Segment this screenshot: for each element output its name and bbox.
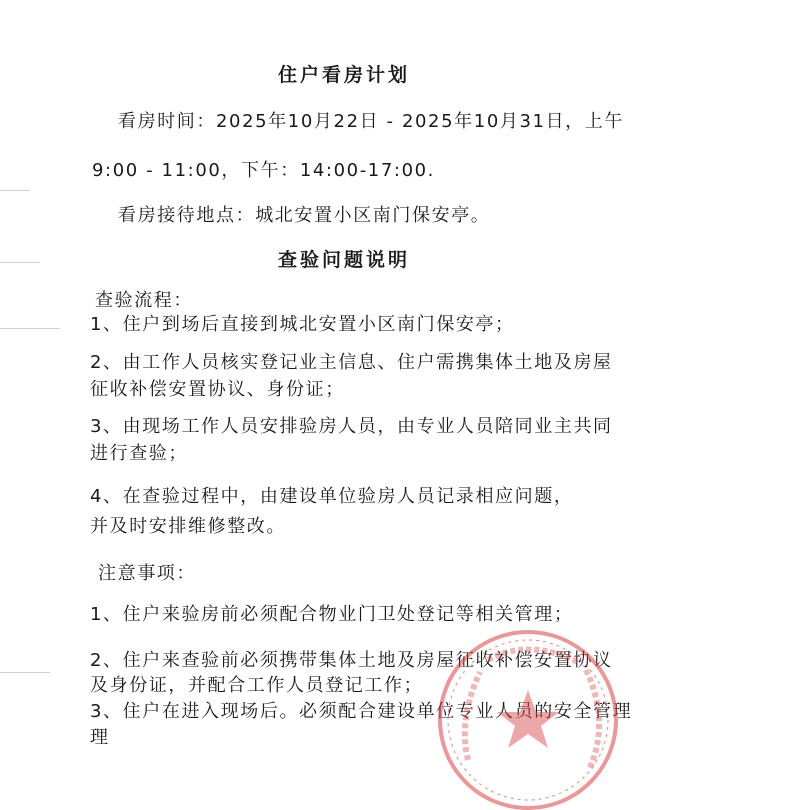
note-1: 1、住户来验房前必须配合物业门卫处登记等相关管理； bbox=[90, 604, 574, 625]
process-step-4: 4、在查验过程中，由建设单位验房人员记录相应问题， bbox=[90, 486, 574, 507]
schedule-line-1: 看房时间：2025年10月22日 - 2025年10月31日，上午 bbox=[118, 111, 624, 132]
process-step-1: 1、住户到场后直接到城北安置小区南门保安亭； bbox=[90, 314, 515, 335]
section-title: 查验问题说明 bbox=[278, 249, 411, 271]
process-step-3-cont: 进行查验； bbox=[90, 443, 188, 464]
scan-artifact bbox=[0, 672, 50, 673]
process-step-3: 3、由现场工作人员安排验房人员，由专业人员陪同业主共同 bbox=[90, 416, 613, 437]
process-step-4-cont: 并及时安排维修整改。 bbox=[90, 516, 286, 537]
note-2-cont: 及身份证，并配合工作人员登记工作； bbox=[90, 675, 424, 696]
process-step-2: 2、由工作人员核实登记业主信息、住户需携集体土地及房屋 bbox=[90, 352, 613, 373]
note-2: 2、住户来查验前必须携带集体土地及房屋征收补偿安置协议 bbox=[90, 650, 613, 671]
scan-artifact bbox=[0, 190, 30, 191]
scan-artifact bbox=[0, 328, 60, 329]
note-3: 3、住户在进入现场后。必须配合建设单位专业人员的安全管理 bbox=[90, 701, 633, 722]
reception-location: 看房接待地点：城北安置小区南门保安亭。 bbox=[118, 205, 491, 226]
note-3-cont: 理 bbox=[90, 727, 110, 748]
schedule-line-2: 9:00 - 11:00，下午：14:00-17:00. bbox=[92, 160, 435, 181]
scan-artifact bbox=[0, 262, 40, 263]
document-title: 住户看房计划 bbox=[278, 64, 411, 86]
notes-heading: 注意事项： bbox=[98, 563, 196, 584]
process-step-2-cont: 征收补偿安置协议、身份证； bbox=[90, 379, 345, 400]
process-heading: 查验流程： bbox=[95, 290, 193, 311]
official-seal-stamp bbox=[428, 620, 628, 810]
